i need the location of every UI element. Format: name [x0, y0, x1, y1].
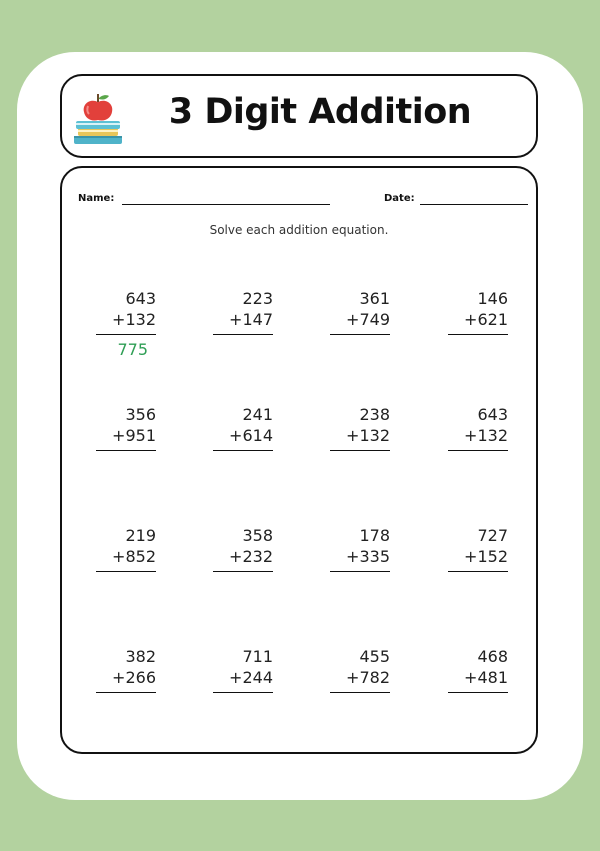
addend-top: 727: [477, 526, 508, 545]
addend-bottom: +852: [112, 547, 156, 566]
sum-line: [330, 692, 390, 693]
problem-15: [310, 646, 390, 693]
sum-line: [330, 450, 390, 451]
problem-6: [193, 404, 273, 451]
name-field[interactable]: [122, 204, 330, 205]
addend-bottom: +266: [112, 668, 156, 687]
addend-top: 146: [477, 289, 508, 308]
addend-bottom: +782: [346, 668, 390, 687]
problem-2: [193, 288, 273, 335]
sum-line: [96, 450, 156, 451]
instructions: Solve each addition equation.: [209, 223, 389, 237]
addend-top: 238: [359, 405, 390, 424]
sum-line: [448, 334, 508, 335]
problem-14: [193, 646, 273, 693]
addend-top: 241: [242, 405, 273, 424]
sum-line: [213, 571, 273, 572]
sum-line: [96, 571, 156, 572]
sum-line: [213, 692, 273, 693]
sum-line: [448, 571, 508, 572]
addend-bottom: +132: [464, 426, 508, 445]
addend-top: 178: [359, 526, 390, 545]
addend-top: 643: [477, 405, 508, 424]
addend-bottom: +147: [229, 310, 273, 329]
sum-line: [330, 334, 390, 335]
problems-box: [60, 166, 538, 754]
answer[interactable]: 775: [117, 340, 148, 359]
addend-bottom: +152: [464, 547, 508, 566]
name-label: Name:: [78, 193, 115, 204]
addend-bottom: +132: [112, 310, 156, 329]
problem-9: [76, 525, 156, 572]
date-field[interactable]: [420, 204, 528, 205]
addend-top: 223: [242, 289, 273, 308]
addend-top: 361: [359, 289, 390, 308]
addend-bottom: +621: [464, 310, 508, 329]
problem-5: [76, 404, 156, 451]
apple-on-books-icon: [72, 92, 124, 146]
problem-1: [76, 288, 156, 360]
sum-line: [213, 450, 273, 451]
addend-top: 382: [125, 647, 156, 666]
problem-10: [193, 525, 273, 572]
title-box: [60, 74, 538, 158]
addend-bottom: +132: [346, 426, 390, 445]
addend-bottom: +244: [229, 668, 273, 687]
addend-top: 455: [359, 647, 390, 666]
problem-16: [428, 646, 508, 693]
addend-bottom: +749: [346, 310, 390, 329]
sum-line: [96, 692, 156, 693]
addend-bottom: +614: [229, 426, 273, 445]
problem-11: [310, 525, 390, 572]
sum-line: [330, 571, 390, 572]
problem-3: [310, 288, 390, 335]
addend-top: 643: [125, 289, 156, 308]
sum-line: [213, 334, 273, 335]
addend-bottom: +232: [229, 547, 273, 566]
addend-top: 358: [242, 526, 273, 545]
problem-12: [428, 525, 508, 572]
problem-13: [76, 646, 156, 693]
addend-bottom: +951: [112, 426, 156, 445]
addend-top: 468: [477, 647, 508, 666]
sum-line: [448, 450, 508, 451]
page-title: 3 Digit Addition: [168, 92, 472, 132]
problem-8: [428, 404, 508, 451]
addend-bottom: +481: [464, 668, 508, 687]
addend-bottom: +335: [346, 547, 390, 566]
addend-top: 356: [125, 405, 156, 424]
addend-top: 219: [125, 526, 156, 545]
date-label: Date:: [384, 193, 415, 204]
problem-4: [428, 288, 508, 335]
addend-top: 711: [242, 647, 273, 666]
sum-line: [96, 334, 156, 335]
problem-7: [310, 404, 390, 451]
sum-line: [448, 692, 508, 693]
